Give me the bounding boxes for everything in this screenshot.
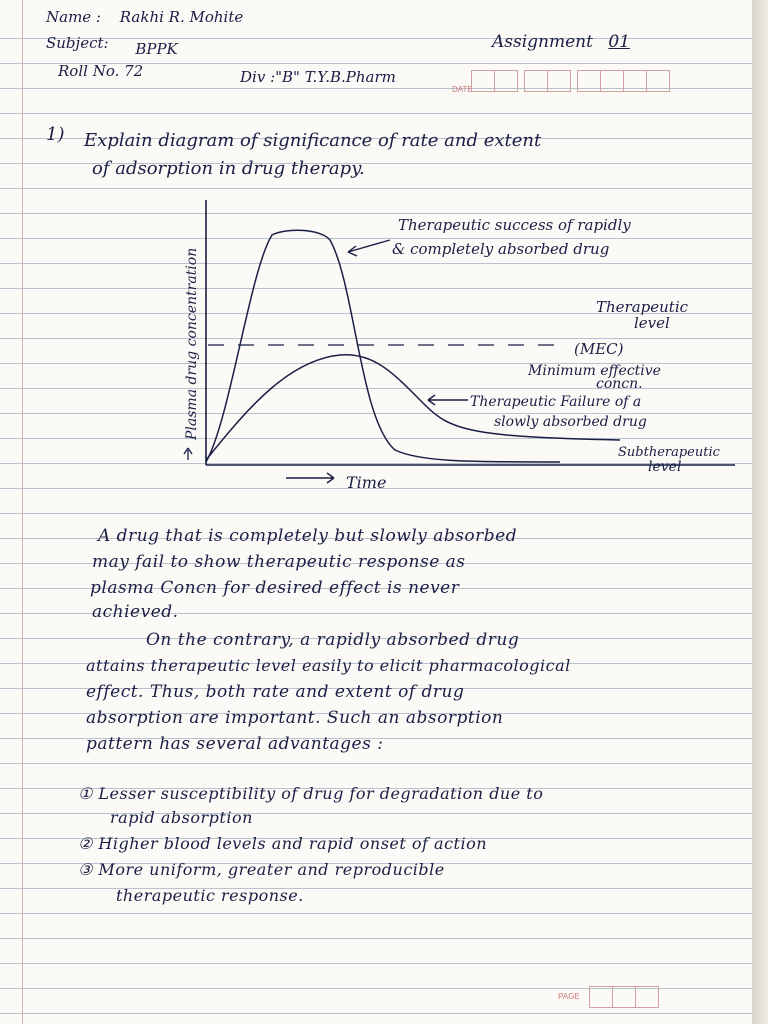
advantage-1: ① Lesser susceptibility of drug for degradation due to: [78, 784, 544, 803]
annotation-therapeutic-2: level: [634, 314, 670, 332]
answer-line-2: may fail to show therapeutic response as: [92, 552, 466, 572]
absorption-diagram: [0, 190, 752, 500]
page-label: PAGE: [558, 992, 580, 1001]
advantage-3: ③ More uniform, greater and reproducible: [78, 860, 445, 879]
annotation-therapeutic-1: Therapeutic: [596, 298, 689, 316]
answer-line-7: effect. Thus, both rate and extent of drug: [86, 682, 465, 702]
name-label: Name :: [46, 8, 101, 26]
answer-line-6: attains therapeutic level easily to elicit pharmacological: [86, 656, 571, 675]
answer-line-1: A drug that is completely but slowly absorbed: [98, 526, 518, 546]
arrow-time: [286, 473, 334, 483]
question-number: 1): [46, 124, 65, 145]
advantage-1-cont: rapid absorption: [110, 808, 253, 827]
answer-line-5: On the contrary, a rapidly absorbed drug: [146, 630, 520, 650]
arrow-conc: [184, 448, 192, 460]
subject-line: [46, 34, 178, 58]
advantage-2: ② Higher blood levels and rapid onset of action: [78, 834, 488, 853]
assignment-title: [492, 32, 630, 52]
assignment-label: Assignment: [492, 32, 593, 52]
page-number-boxes: [590, 986, 659, 1008]
annotation-mec-2: Minimum effective: [528, 363, 661, 379]
annotation-sub-2: level: [648, 459, 682, 475]
subject-label: Subject:: [46, 34, 109, 52]
date-boxes: [472, 70, 670, 92]
date-label: DATE: [452, 85, 473, 94]
annotation-sub-1: Subtherapeutic: [618, 445, 720, 460]
division-class: Div :"B" T.Y.B.Pharm: [240, 68, 396, 86]
arrow-rapid: [348, 240, 390, 256]
annotation-mec-3: concn.: [596, 376, 643, 392]
x-axis-label: Time: [346, 473, 387, 492]
annotation-slow-2: slowly absorbed drug: [494, 414, 647, 430]
answer-line-8: absorption are important. Such an absorption: [86, 708, 504, 728]
answer-line-4: achieved.: [92, 602, 179, 622]
margin-line: [22, 0, 23, 1024]
arrow-slow: [428, 395, 468, 405]
question-line-2: of adsorption in drug therapy.: [92, 158, 365, 179]
answer-line-9: pattern has several advantages :: [86, 734, 384, 754]
name-line: [46, 8, 243, 26]
advantage-3-cont: therapeutic response.: [116, 886, 304, 905]
subject-value: BPPK: [135, 40, 178, 58]
annotation-rapid-1: Therapeutic success of rapidly: [398, 216, 631, 234]
roll-number: Roll No. 72: [58, 62, 144, 80]
annotation-slow-1: Therapeutic Failure of a: [470, 394, 642, 410]
annotation-mec-1: (MEC): [574, 340, 624, 358]
annotation-rapid-2: & completely absorbed drug: [392, 240, 610, 258]
page-edge: [752, 0, 768, 1024]
assignment-number: 01: [608, 32, 631, 52]
question-line-1: Explain diagram of significance of rate and extent: [84, 130, 542, 151]
y-axis-label: Plasma drug concentration: [184, 247, 200, 440]
answer-line-3: plasma Concn for desired effect is never: [90, 578, 460, 598]
name-value: Rakhi R. Mohite: [119, 8, 244, 26]
